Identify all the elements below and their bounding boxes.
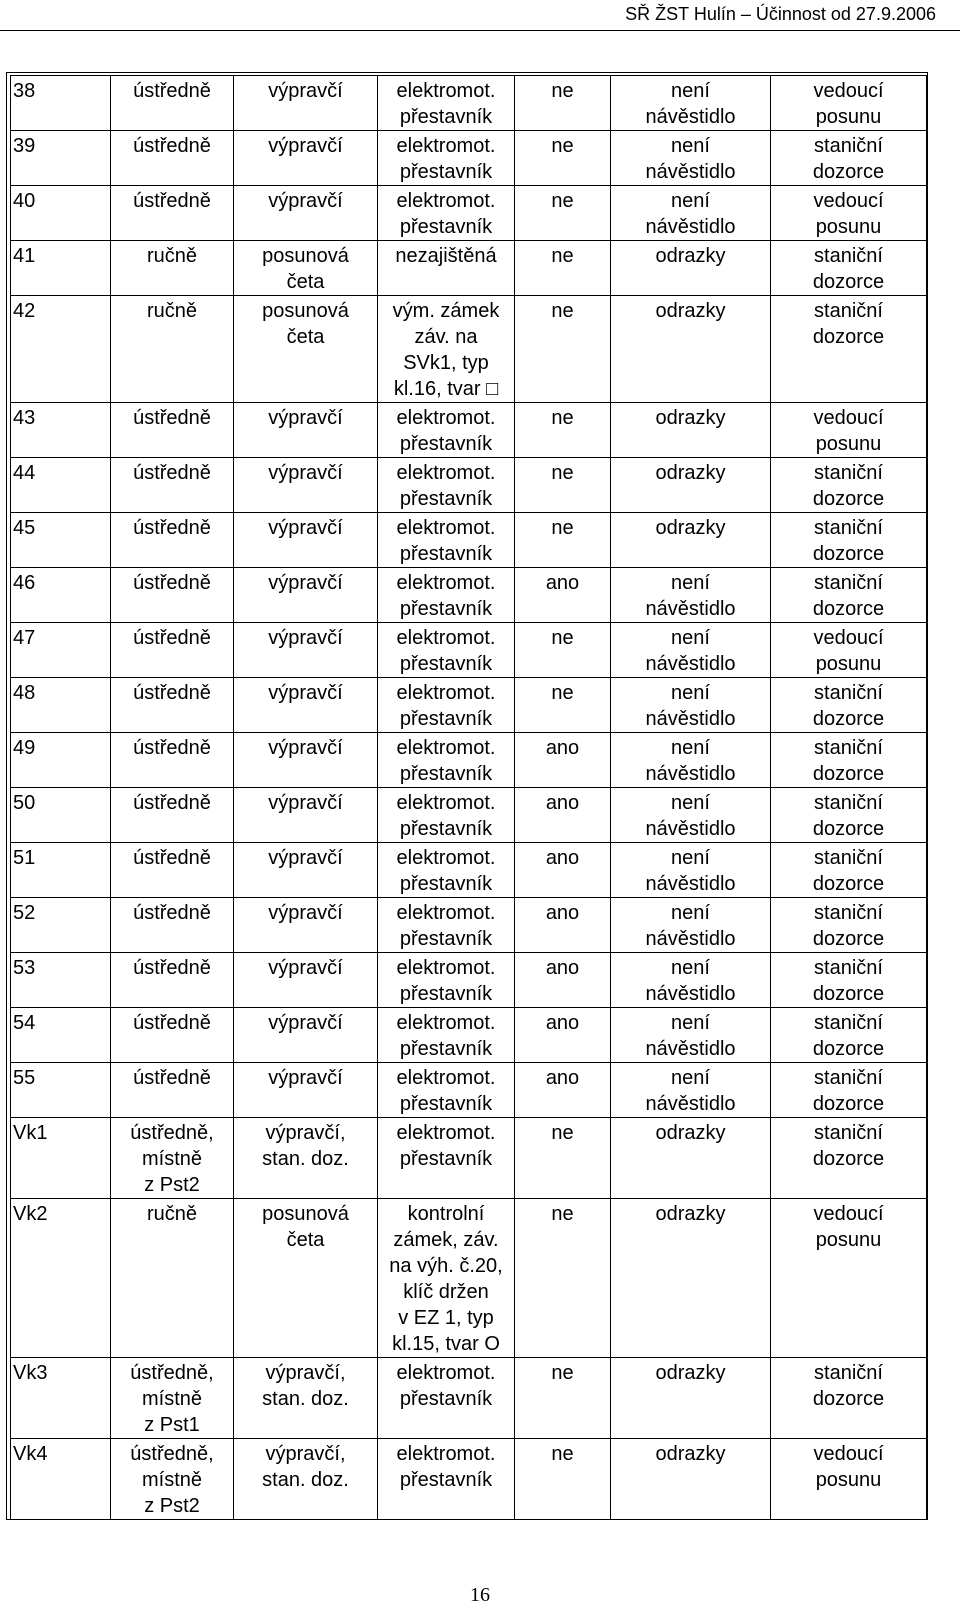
table-row [11,1439,927,1520]
cell-responsible: vedoucí posunu [771,403,927,458]
cell-locking: elektromot. přestavník [378,898,515,953]
cell-locking: elektromot. přestavník [378,1008,515,1063]
cell-responsible: staniční dozorce [771,1358,927,1439]
cell-number: 41 [11,241,111,296]
cell-operator: výpravčí [234,733,378,788]
cell-operator: výpravčí [234,1063,378,1118]
cell-operation: ručně [111,241,234,296]
table-row [11,1358,927,1439]
cell-indicator: odrazky [611,1439,771,1520]
cell-indicator: odrazky [611,241,771,296]
page-header: SŘ ŽST Hulín – Účinnost od 27.9.2006 [625,4,936,24]
cell-responsible: staniční dozorce [771,788,927,843]
cell-operation: ústředně [111,623,234,678]
cell-number: 52 [11,898,111,953]
cell-locking: elektromot. přestavník [378,678,515,733]
cell-locking: nezajištěná [378,241,515,296]
cell-responsible: staniční dozorce [771,1118,927,1199]
cell-locking: elektromot. přestavník [378,513,515,568]
cell-operation: ústředně, místně z Pst2 [111,1439,234,1520]
cell-operation: ústředně [111,1008,234,1063]
table-row [11,568,927,623]
cell-indicator: odrazky [611,458,771,513]
cell-signalled: ne [515,1439,611,1520]
cell-operator: výpravčí [234,953,378,1008]
cell-responsible: vedoucí posunu [771,1439,927,1520]
cell-operation: ústředně [111,678,234,733]
cell-operation: ústředně [111,403,234,458]
table-row [11,1063,927,1118]
cell-responsible: vedoucí posunu [771,186,927,241]
cell-locking: elektromot. přestavník [378,623,515,678]
table-row [11,241,927,296]
cell-signalled: ano [515,843,611,898]
cell-number: 38 [11,76,111,131]
cell-locking: elektromot. přestavník [378,76,515,131]
cell-number: 42 [11,296,111,403]
cell-indicator: odrazky [611,1118,771,1199]
table-row [11,1008,927,1063]
cell-number: Vk1 [11,1118,111,1199]
cell-operator: výpravčí [234,76,378,131]
table-row [11,788,927,843]
table-row [11,186,927,241]
cell-number: Vk4 [11,1439,111,1520]
cell-locking: elektromot. přestavník [378,568,515,623]
cell-signalled: ano [515,1008,611,1063]
cell-signalled: ne [515,186,611,241]
header-divider [0,30,960,31]
cell-signalled: ne [515,678,611,733]
cell-operator: výpravčí, stan. doz. [234,1439,378,1520]
cell-number: 40 [11,186,111,241]
cell-number: Vk2 [11,1199,111,1358]
cell-locking: elektromot. přestavník [378,403,515,458]
cell-responsible: staniční dozorce [771,843,927,898]
cell-signalled: ne [515,623,611,678]
cell-signalled: ano [515,898,611,953]
cell-number: 45 [11,513,111,568]
cell-operation: ústředně [111,1063,234,1118]
cell-indicator: není návěstidlo [611,568,771,623]
cell-responsible: vedoucí posunu [771,76,927,131]
cell-operator: posunová četa [234,1199,378,1358]
cell-number: 43 [11,403,111,458]
cell-signalled: ano [515,953,611,1008]
cell-indicator: není návěstidlo [611,953,771,1008]
table-row [11,513,927,568]
cell-operator: výpravčí [234,843,378,898]
cell-operator: výpravčí [234,898,378,953]
cell-number: 48 [11,678,111,733]
cell-operation: ústředně [111,76,234,131]
cell-signalled: ano [515,788,611,843]
cell-indicator: není návěstidlo [611,186,771,241]
cell-responsible: staniční dozorce [771,568,927,623]
cell-number: 39 [11,131,111,186]
cell-locking: elektromot. přestavník [378,843,515,898]
cell-number: 46 [11,568,111,623]
table-row [11,458,927,513]
cell-number: 44 [11,458,111,513]
cell-indicator: odrazky [611,1358,771,1439]
cell-number: Vk3 [11,1358,111,1439]
table-row [11,1118,927,1199]
table-row [11,678,927,733]
cell-locking: elektromot. přestavník [378,1063,515,1118]
cell-operation: ústředně [111,568,234,623]
cell-indicator: odrazky [611,403,771,458]
cell-signalled: ano [515,568,611,623]
cell-responsible: staniční dozorce [771,898,927,953]
cell-locking: vým. zámek záv. na SVk1, typ kl.16, tvar □ [378,296,515,403]
cell-responsible: staniční dozorce [771,296,927,403]
cell-indicator: odrazky [611,513,771,568]
cell-signalled: ne [515,403,611,458]
cell-responsible: staniční dozorce [771,678,927,733]
cell-signalled: ne [515,458,611,513]
cell-responsible: staniční dozorce [771,953,927,1008]
cell-responsible: vedoucí posunu [771,623,927,678]
cell-locking: elektromot. přestavník [378,1439,515,1520]
cell-indicator: odrazky [611,1199,771,1358]
cell-operation: ústředně, místně z Pst2 [111,1118,234,1199]
cell-operator: výpravčí [234,403,378,458]
table-row [11,898,927,953]
cell-operator: výpravčí [234,186,378,241]
cell-responsible: staniční dozorce [771,1008,927,1063]
cell-signalled: ne [515,296,611,403]
page-number: 16 [470,1584,490,1606]
cell-signalled: ne [515,76,611,131]
cell-signalled: ano [515,1063,611,1118]
table-row [11,76,927,131]
cell-indicator: není návěstidlo [611,788,771,843]
cell-indicator: není návěstidlo [611,623,771,678]
cell-responsible: staniční dozorce [771,131,927,186]
cell-operator: výpravčí [234,623,378,678]
cell-indicator: není návěstidlo [611,1008,771,1063]
cell-operation: ústředně [111,843,234,898]
cell-number: 47 [11,623,111,678]
cell-operator: výpravčí [234,513,378,568]
cell-operation: ústředně [111,733,234,788]
table-row [11,296,927,403]
cell-operator: posunová četa [234,296,378,403]
cell-number: 53 [11,953,111,1008]
cell-number: 51 [11,843,111,898]
cell-operation: ústředně [111,186,234,241]
cell-operator: výpravčí [234,788,378,843]
cell-locking: elektromot. přestavník [378,458,515,513]
table-row [11,733,927,788]
cell-operator: výpravčí [234,131,378,186]
cell-indicator: není návěstidlo [611,1063,771,1118]
cell-responsible: vedoucí posunu [771,1199,927,1358]
cell-responsible: staniční dozorce [771,1063,927,1118]
cell-responsible: staniční dozorce [771,513,927,568]
cell-operation: ručně [111,1199,234,1358]
cell-locking: elektromot. přestavník [378,186,515,241]
table-row [11,131,927,186]
cell-operation: ručně [111,296,234,403]
cell-operation: ústředně [111,458,234,513]
cell-indicator: není návěstidlo [611,76,771,131]
cell-indicator: není návěstidlo [611,898,771,953]
cell-signalled: ne [515,1118,611,1199]
cell-operator: výpravčí [234,568,378,623]
cell-locking: elektromot. přestavník [378,1358,515,1439]
table-row [11,623,927,678]
cell-signalled: ne [515,513,611,568]
cell-operation: ústředně [111,898,234,953]
cell-locking: elektromot. přestavník [378,131,515,186]
cell-locking: elektromot. přestavník [378,953,515,1008]
cell-signalled: ne [515,1199,611,1358]
cell-operation: ústředně [111,953,234,1008]
cell-operation: ústředně [111,513,234,568]
cell-signalled: ne [515,131,611,186]
cell-number: 55 [11,1063,111,1118]
table-body [11,76,927,1520]
cell-indicator: není návěstidlo [611,131,771,186]
table-row [11,953,927,1008]
cell-signalled: ano [515,733,611,788]
cell-operation: ústředně [111,788,234,843]
table-row [11,843,927,898]
cell-operation: ústředně, místně z Pst1 [111,1358,234,1439]
cell-number: 54 [11,1008,111,1063]
cell-operator: výpravčí, stan. doz. [234,1358,378,1439]
switch-table [10,75,927,1520]
table-row [11,403,927,458]
cell-locking: elektromot. přestavník [378,733,515,788]
cell-indicator: není návěstidlo [611,678,771,733]
table-row [11,1199,927,1358]
cell-operator: výpravčí [234,458,378,513]
cell-operation: ústředně [111,131,234,186]
cell-operator: výpravčí, stan. doz. [234,1118,378,1199]
cell-locking: elektromot. přestavník [378,1118,515,1199]
cell-operator: výpravčí [234,1008,378,1063]
cell-signalled: ne [515,241,611,296]
cell-signalled: ne [515,1358,611,1439]
cell-responsible: staniční dozorce [771,733,927,788]
cell-indicator: není návěstidlo [611,843,771,898]
cell-operator: výpravčí [234,678,378,733]
cell-number: 49 [11,733,111,788]
cell-responsible: staniční dozorce [771,458,927,513]
cell-locking: kontrolní zámek, záv. na výh. č.20, klíč držen v EZ 1, typ kl.15, tvar O [378,1199,515,1358]
cell-indicator: není návěstidlo [611,733,771,788]
cell-number: 50 [11,788,111,843]
cell-indicator: odrazky [611,296,771,403]
cell-responsible: staniční dozorce [771,241,927,296]
cell-operator: posunová četa [234,241,378,296]
cell-locking: elektromot. přestavník [378,788,515,843]
